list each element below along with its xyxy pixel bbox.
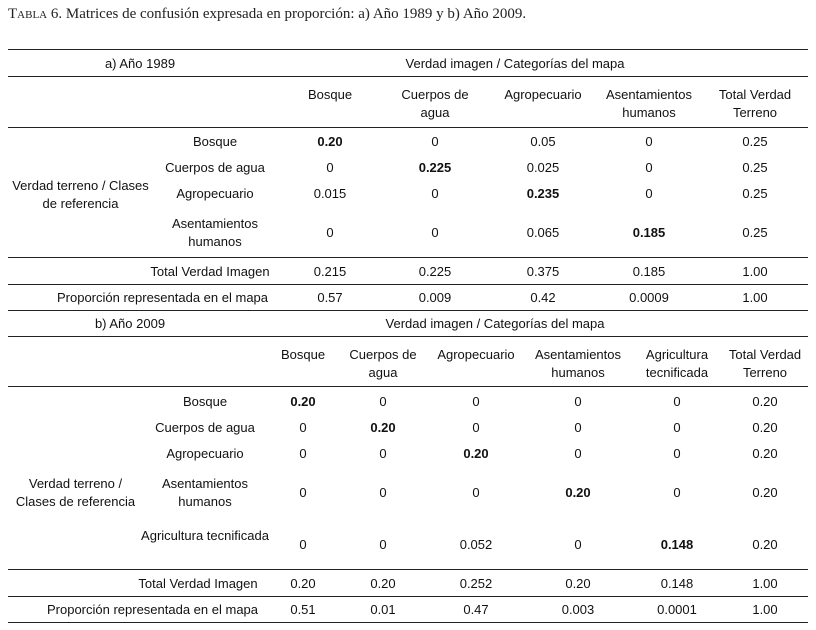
table-cell: 0.025 (526, 160, 560, 175)
table-cell: 0 (472, 394, 480, 409)
table-cell: 0.052 (459, 537, 493, 552)
table-cell: 0 (379, 537, 387, 552)
row-label: Bosque (192, 134, 238, 149)
table-cell: 0.225 (418, 160, 452, 175)
table-cell: 0.05 (530, 134, 556, 149)
table-b-group-header: Verdad imagen / Categorías del mapa (385, 316, 605, 331)
table-cell: 0.252 (459, 576, 493, 591)
rule (8, 310, 808, 311)
table-cell: 0 (431, 186, 439, 201)
table-cell: 0.225 (418, 264, 452, 279)
rule (8, 76, 808, 77)
column-header: Bosque (307, 87, 353, 102)
proportion-row-label: Proporción representada en el mapa (56, 290, 269, 305)
table-cell: 0.009 (418, 290, 452, 305)
column-header: Total Verdad Terreno (728, 347, 802, 380)
row-label: Cuerpos de agua (155, 420, 255, 435)
column-header: Agropecuario (504, 87, 582, 102)
table-cell: 0 (379, 394, 387, 409)
table-cell: 0.0009 (629, 290, 669, 305)
rule (8, 569, 808, 570)
table-cell: 0.065 (526, 225, 560, 240)
table-cell: 0 (299, 485, 307, 500)
column-header: Agropecuario (437, 347, 515, 362)
table-cell: 0 (574, 394, 582, 409)
rule (8, 284, 808, 285)
table-cell: 0.20 (752, 394, 778, 409)
table-cell: 0.20 (752, 420, 778, 435)
caption-label: Tabla 6. (8, 6, 63, 22)
total-row-label: Total Verdad Imagen (150, 264, 270, 279)
table-cell: 0.148 (660, 537, 694, 552)
table-cell: 0.20 (752, 485, 778, 500)
table-cell: 1.00 (752, 576, 778, 591)
proportion-row-label: Proporción representada en el mapa (46, 602, 259, 617)
column-header: Cuerpos de agua (401, 87, 469, 120)
column-header: Agricultura tecnificada (645, 347, 709, 380)
caption-text: Matrices de confusión expresada en proporción: a) Año 1989 y b) Año 2009. (65, 6, 527, 22)
row-label: Agropecuario (176, 186, 254, 201)
table-cell: 1.00 (752, 602, 778, 617)
row-label: Bosque (182, 394, 228, 409)
table-cell: 0.20 (752, 537, 778, 552)
row-group-label: Verdad terreno / Clases de referencia (15, 476, 136, 509)
table-cell: 0 (299, 420, 307, 435)
table-cell: 0.20 (565, 485, 591, 500)
column-header: Total Verdad Terreno (718, 87, 792, 120)
table-cell: 0 (326, 160, 334, 175)
table-cell: 0.015 (313, 186, 347, 201)
table-cell: 0.375 (526, 264, 560, 279)
table-cell: 0.148 (660, 576, 694, 591)
table-cell: 0 (673, 446, 681, 461)
rule (8, 596, 808, 597)
table-cell: 0.20 (370, 420, 396, 435)
total-row-label: Total Verdad Imagen (138, 576, 258, 591)
table-cell: 0 (645, 134, 653, 149)
table-a-title: a) Año 1989 (104, 56, 176, 71)
table-cell: 0.20 (317, 134, 343, 149)
table-cell: 0 (379, 485, 387, 500)
rule (8, 127, 808, 128)
table-cell: 0.20 (290, 576, 316, 591)
table-caption (8, 6, 526, 23)
rule (8, 257, 808, 258)
table-cell: 0 (574, 420, 582, 435)
column-header: Asentamientos humanos (535, 347, 621, 380)
table-cell: 0 (431, 225, 439, 240)
table-a-group-header: Verdad imagen / Categorías del mapa (405, 56, 625, 71)
row-label: Asentamientos humanos (172, 216, 258, 249)
table-cell: 0.42 (530, 290, 556, 305)
table-cell: 0 (472, 485, 480, 500)
row-label: Asentamientos humanos (162, 476, 248, 509)
table-cell: 0 (673, 420, 681, 435)
table-cell: 0.47 (463, 602, 489, 617)
column-header: Cuerpos de agua (349, 347, 417, 380)
table-cell: 0.25 (742, 134, 768, 149)
table-b-title: b) Año 2009 (94, 316, 166, 331)
table-cell: 0.0001 (657, 602, 697, 617)
table-cell: 0.235 (526, 186, 560, 201)
table-cell: 0 (645, 186, 653, 201)
table-cell: 0.185 (632, 225, 666, 240)
column-header: Bosque (280, 347, 326, 362)
table-cell: 0 (673, 485, 681, 500)
table-cell: 0.215 (313, 264, 347, 279)
table-cell: 0.57 (317, 290, 343, 305)
rule (8, 336, 808, 337)
table-cell: 0.01 (370, 602, 396, 617)
table-cell: 0 (574, 446, 582, 461)
table-cell: 0.20 (463, 446, 489, 461)
table-cell: 0.20 (370, 576, 396, 591)
table-cell: 0.25 (742, 186, 768, 201)
table-cell: 0.51 (290, 602, 316, 617)
table-cell: 0 (472, 420, 480, 435)
rule (8, 622, 808, 623)
table-cell: 0.20 (290, 394, 316, 409)
table-cell: 0 (379, 446, 387, 461)
row-label: Agropecuario (166, 446, 244, 461)
table-cell: 0 (431, 134, 439, 149)
table-cell: 0.20 (565, 576, 591, 591)
table-cell: 0 (299, 446, 307, 461)
rule (8, 386, 808, 387)
table-cell: 0.25 (742, 225, 768, 240)
row-group-label: Verdad terreno / Clases de referencia (12, 178, 149, 211)
table-cell: 0 (299, 537, 307, 552)
table-cell: 1.00 (742, 264, 768, 279)
table-cell: 0.25 (742, 160, 768, 175)
table-cell: 0.003 (561, 602, 595, 617)
table-cell: 0 (326, 225, 334, 240)
table-cell: 0.20 (752, 446, 778, 461)
row-label: Cuerpos de agua (165, 160, 265, 175)
rule (8, 49, 808, 50)
row-label: Agricultura tecnificada (141, 528, 269, 543)
table-cell: 1.00 (742, 290, 768, 305)
table-cell: 0 (645, 160, 653, 175)
column-header: Asentamientos humanos (606, 87, 692, 120)
table-cell: 0.185 (632, 264, 666, 279)
table-cell: 0 (574, 537, 582, 552)
table-cell: 0 (673, 394, 681, 409)
